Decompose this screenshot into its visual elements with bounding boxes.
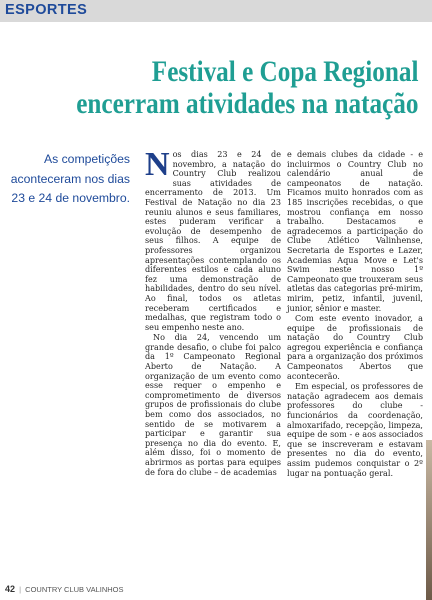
page-footer — [5, 584, 124, 594]
paragraph: No dia 24, vencendo um grande desafio, o clube foi palco da 1º Campeonato Regional Aberto de Natação. A organização de um evento como esse requer o empenho e comprometimento de diversos grupos de profissionais do clube bem como dos associados, no sentido de se motivarem a participar e garantir sua presença no dia do evento. E, além disso, foi o momento de abrirmos as portas para equipes de fora do clube – de academias — [145, 332, 281, 477]
article-column-1 — [145, 146, 281, 477]
article-column-2 — [287, 150, 423, 478]
publication-name: COUNTRY CLUB VALINHOS — [25, 585, 124, 594]
paragraph: Com este evento inovador, a equipe de profissionais de natação do Country Club agregou experiência e confiança para a organização dos próximos Campeonatos Abertos que acontecerão. — [287, 313, 423, 381]
photo-edge — [426, 440, 432, 600]
section-label: ESPORTES — [5, 2, 88, 18]
paragraph: Em especial, os professores de natação agradecem aos demais professores do clube - funcionários da coordenação, almoxarifado, recepção, limpeza, equipe de som - e aos associados que se inscreveram e estavam presentes no dia do evento, assim pudemos conquistar o 2º lugar na pontuação geral. — [287, 381, 423, 478]
article-title-line-1: Festival e Copa Regional — [151, 55, 418, 88]
article-lead: As competições aconteceram nos dias 23 e 24 de novembro. — [10, 152, 130, 205]
paragraph-text: os dias 23 e 24 de novembro, a natação do Country Club realizou suas atividades de encerramento de 2013. Um Festival de Natação no dia 23 reuniu alunos e seus familiares, estes puderam verificar a evolução de desempenho de seus filhos. A equipe de professores organizou apresentações contemplando os diferentes estilos e cada aluno fez uma demonstração de habilidades, dentro do seu nível. Ao final, todos os atletas receberam certificados e medalhas, que registram todo o seu empenho neste ano. — [145, 149, 281, 332]
article-title-line-2: encerram atividades na natação — [75, 87, 418, 120]
paragraph — [145, 146, 281, 332]
paragraph: e demais clubes da cidade - e incluirmos o Country Club no calendário anual de campeonatos de natação. Ficamos muito honrados com as 185 inscrições recebidas, o que mostrou confiança em nosso trabalho. Destacamos e agradecemos a participação do Clube Atlético Valinhense, Secretaria de Esportes e Lazer, Academias Aqua Move e Let's Swim neste nosso 1º Campeonato que trouxeram seus atletas das categorias pré-mirim, mirim, petiz, infantil, juvenil, junior, sênior e master. — [287, 149, 424, 313]
page-number: 42 — [5, 584, 16, 594]
drop-cap: N — [145, 146, 170, 183]
footer-separator: | — [19, 585, 22, 594]
